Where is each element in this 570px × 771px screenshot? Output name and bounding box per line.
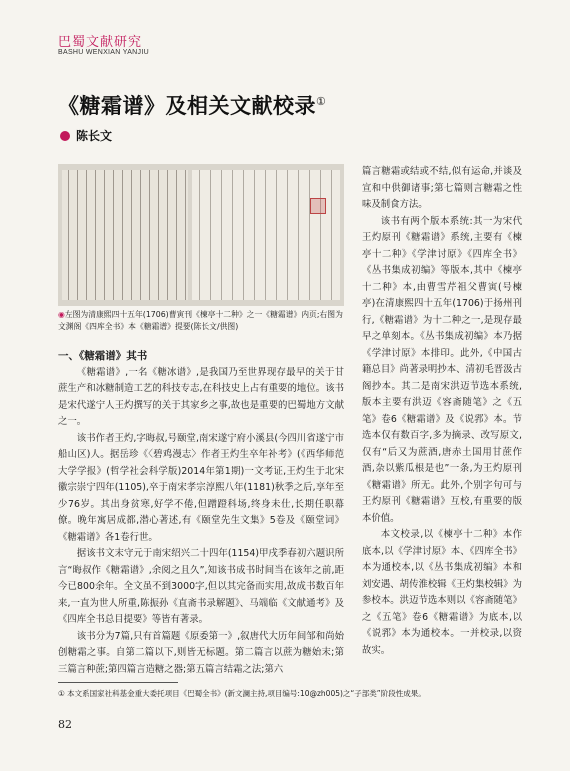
right-column xyxy=(362,164,522,659)
column-name-cn: 巴蜀文献研究 xyxy=(58,35,143,50)
caption-mark-icon: ◉ xyxy=(58,310,65,319)
footnote: ① 本文系国家社科基金重大委托项目《巴蜀全书》(新文澜主持,项目编号:10@zh005)之“子部类”阶段性成果。 xyxy=(58,689,426,698)
paragraph: 该书作者王灼,字晦叔,号颐堂,南宋遂宁府小溪县(今四川省遂宁市船山区)人。据岳珍《〈碧鸡漫志〉作者王灼生卒年补考》(《西华师范大学学报》(哲学社会科学版)2014年第1期)一文考证,王灼生于北宋徽宗崇宁四年(1105),卒于南宋孝宗淳熙八年(1181)秋季之后,享年至少76岁。其出身贫寒,好学不倦,但蹭蹬科场,终身未仕,长期任职幕僚。晚年寓居成都,潜心著述,有《颐堂先生文集》5卷及《颐堂词》《糖霜谱》各1卷行世。 xyxy=(58,432,344,543)
paragraph: 《糖霜谱》,一名《糖冰谱》,是我国乃至世界现存最早的关于甘蔗生产和冰糖制造工艺的科技专志,在科技史上占有重要的地位。该书是宋代遂宁人王灼撰写的关于其家乡之事,故也是重要的巴蜀地方文献之一。 xyxy=(58,366,344,427)
section-heading: 一、《糖霜谱》其书 xyxy=(58,350,148,362)
page-number: 82 xyxy=(58,718,72,731)
paragraph: 该书分为7篇,只有首篇题《原委第一》,叙唐代大历年间邹和尚始创糖霜之事。自第二篇以下,则皆无标题。第二篇言以蔗为糖始末;第三篇言种蔗;第四篇言造糖之器;第五篇言结霜之法;第六 xyxy=(58,630,344,675)
figure-caption xyxy=(58,309,344,333)
book-page-right xyxy=(192,170,340,300)
paragraph: 本文校录,以《楝亭十二种》本作底本,以《学津讨原》本、《四库全书》本为通校本,以《丛书集成初编》本和刘安遇、胡传淮校辑《王灼集校辑》为参校本。洪迈节选本则以《容斋随笔》之《五笔》卷6《糖霜谱》为底本,以《说郛》本为通校本。一并校录,以资故实。 xyxy=(362,529,522,656)
footnote-rule xyxy=(58,682,178,683)
column-name-en: BASHU WENXIAN YANJIU xyxy=(58,49,149,56)
seal-stamp xyxy=(310,198,326,214)
author-bullet-icon xyxy=(60,131,70,141)
title-text: 《糖霜谱》及相关文献校录 xyxy=(58,93,316,118)
left-column xyxy=(58,348,344,678)
author-name: 陈长文 xyxy=(76,129,113,143)
paragraph: 据该书文末守元于南宋绍兴二十四年(1154)甲戌季春初六题识所言“晦叔作《糖霜谱》,余阅之且久”,知该书成书时间当在该年之前,距今已800余年。全文虽不到3000字,但以其完备而实用,故成书数百年来,一直为世人所重,陈振孙《直斋书录解题》、马端临《文献通考》及《四库全书总目提要》等皆有著录。 xyxy=(58,548,344,625)
author-line xyxy=(60,127,112,144)
paragraph: 篇言糖霜或结或不结,似有运命,并谈及宣和中供御诸事;第七篇则言糖霜之性味及制食方法。 xyxy=(362,166,522,210)
figure-photo xyxy=(58,164,344,306)
article-title xyxy=(58,90,326,120)
book-page-left xyxy=(62,170,188,300)
paragraph: 该书有两个版本系统:其一为宋代王灼原刊《糖霜谱》系统,主要有《楝亭十二种》《学津讨原》《四库全书》《丛书集成初编》等版本,其中《楝亭十二种》本,由曹雪芹祖父曹寅(号楝亭)在清康熙四十五年(1706)于扬州刊行,《糖霜谱》为十二种之一,是现存最早之单刻本。《丛书集成初编》本乃据《学津讨原》本排印。此外,《中国古籍总目》尚著录明抄本、清初毛晋汲古阁抄本。其二是南宋洪迈节选本系统,版本主要有洪迈《容斋随笔》之《五笔》卷6《糖霜谱》及《说郛》本。节选本仅有数百字,多为摘录、改写原文,仅有“后又为蔗酒,唐赤土国用甘蔗作酒,杂以紫瓜根是也”一条,为王灼原刊《糖霜谱》所无。此外,个别字句可与王灼原刊《糖霜谱》互校,有重要的版本价值。 xyxy=(362,215,522,524)
title-footnote-mark: ① xyxy=(316,95,327,108)
caption-text: 左图为清康熙四十五年(1706)曹寅刊《楝亭十二种》之一《糖霜谱》内页;右图为文渊阁《四库全书》本《糖霜谱》提要(陈长文/供图) xyxy=(58,310,343,331)
